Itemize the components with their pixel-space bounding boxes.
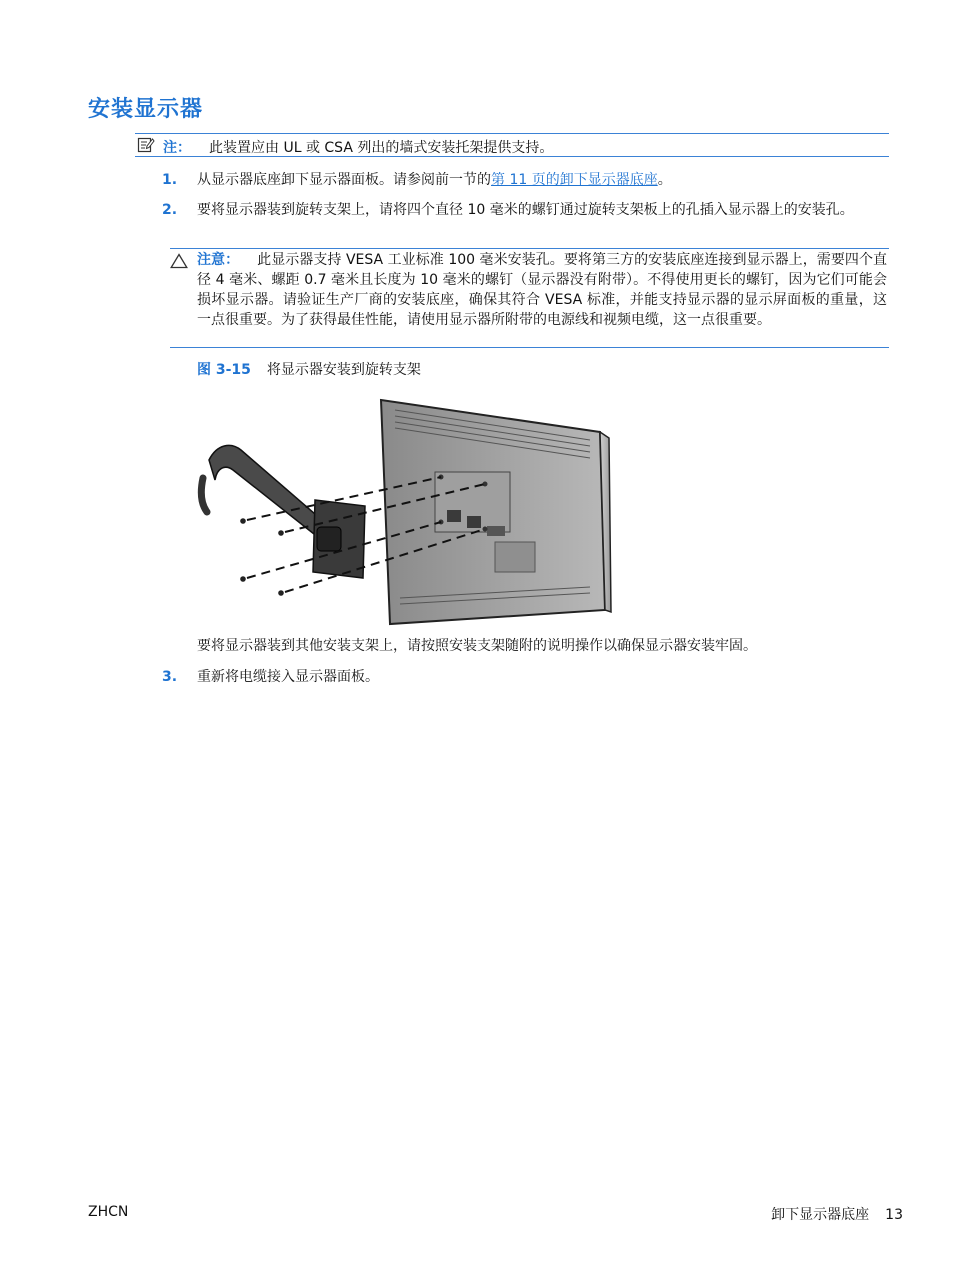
caution-box xyxy=(170,248,889,348)
step-number: 1. xyxy=(162,172,178,188)
figure-caption-text: 将显示器安装到旋转支架 xyxy=(266,362,421,378)
figure-caption xyxy=(197,359,421,379)
caution-body xyxy=(197,250,887,330)
step-text: 要将显示器装到旋转支架上，请将四个直径 10 毫米的螺钉通过旋转支架板上的孔插入显示器上的安装孔。 xyxy=(197,202,854,218)
caution-triangle-icon xyxy=(170,253,188,269)
note-pencil-icon xyxy=(137,136,155,154)
note-box xyxy=(135,133,889,157)
step-text-before: 从显示器底座卸下显示器面板。请参阅前一节的 xyxy=(197,172,491,188)
page-title: 安装显示器 xyxy=(88,97,204,122)
step-link-remove-stand[interactable]: 第 11 页的卸下显示器底座 xyxy=(491,172,658,188)
caution-label: 注意： xyxy=(197,252,240,268)
footer-right xyxy=(771,1204,903,1224)
step-number: 3. xyxy=(162,669,178,685)
figure-label: 图 3-15 xyxy=(197,362,251,378)
note-text: 此装置应由 UL 或 CSA 列出的墙式安装托架提供支持。 xyxy=(209,140,554,156)
after-figure-text: 要将显示器装到其他安装支架上，请按照安装支架随附的说明操作以确保显示器安装牢固。 xyxy=(197,638,757,654)
mount-arm xyxy=(209,445,330,538)
caution-text: 此显示器支持 VESA 工业标准 100 毫米安装孔。要将第三方的安装底座连接到显示器上，需要四个直径 4 毫米、螺距 0.7 毫米且长度为 10 毫米的螺钉（显示器没有附带）。不得使用更长的螺钉，因为它们可能会损坏显示器。请验证生产厂商的安装底座，确保其符合 VESA 标准，并能支持显示器的显示屏面板的重量，这一点很重要。为了获得最佳性能，请使用显示器所附带的电源线和视频电缆，这一点很重要。 xyxy=(197,252,887,328)
monitor-mount-illustration xyxy=(195,392,615,627)
footer-page-number: 13 xyxy=(885,1207,903,1223)
step-text-after: 。 xyxy=(657,172,672,188)
step-number: 2. xyxy=(162,202,178,218)
step-text xyxy=(197,170,889,190)
footer-section: 卸下显示器底座 xyxy=(771,1207,870,1223)
step-text: 重新将电缆接入显示器面板。 xyxy=(197,669,379,685)
footer-left: ZHCN xyxy=(88,1204,129,1220)
note-label: 注： xyxy=(163,140,191,156)
